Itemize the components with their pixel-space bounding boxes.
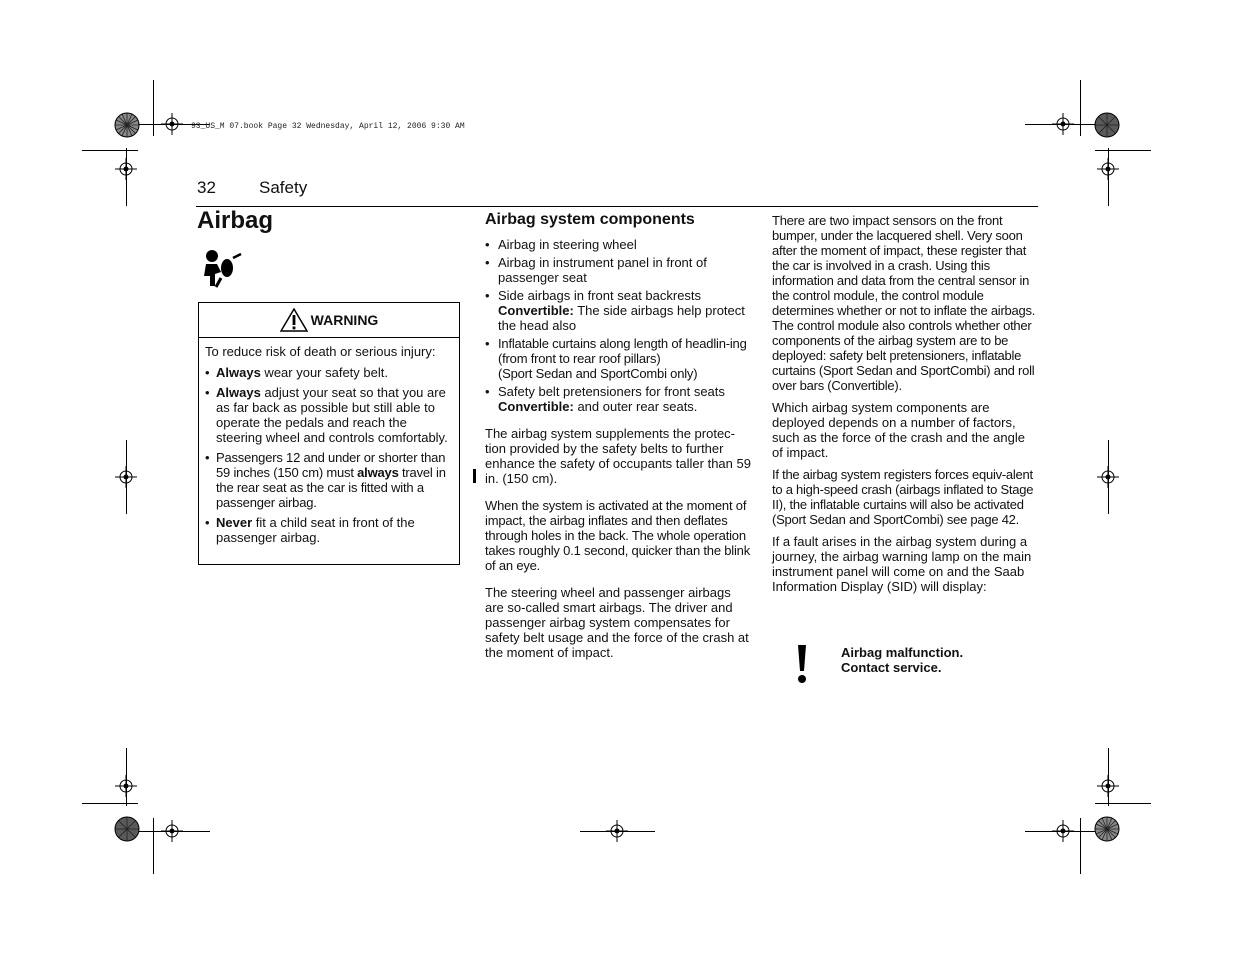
components-heading: Airbag system components: [485, 211, 695, 228]
airbag-person-icon: [201, 248, 245, 288]
list-item: • Never fit a child seat in front of the passenger airbag.: [205, 515, 453, 545]
color-rosette-icon: [1094, 112, 1120, 138]
paragraph: The airbag system supplements the protec-tion provided by the safety belts to further enhance the safety of occupants taller than 59 in. (150 cm).: [485, 426, 751, 486]
color-rosette-icon: [1094, 816, 1120, 842]
change-bar: [473, 469, 476, 483]
paragraph: There are two impact sensors on the front bumper, under the lacquered shell. Very soon after the moment of impact, these register that the car is involved in a crash. Using this information and data from the central sensor in the control module, the control module determines whether or not to inflate the airbags. The control module also controls whether other components of the airbag system are to be deployed: safety belt pretensioners, inflatable curtains (Sport Sedan and SportCombi) and roll over bars (Convertible).: [772, 213, 1036, 393]
paragraph: When the system is activated at the moment of impact, the airbag inflates and then deflates through holes in the back. The whole operation takes roughly 0.1 second, quicker than the blink of an eye.: [485, 498, 751, 573]
list-item: • Always wear your safety belt.: [205, 365, 453, 380]
color-rosette-icon: [114, 112, 140, 138]
paragraph: If the airbag system registers forces equiv-alent to a high-speed crash (airbags inflated to Stage II), the inflatable curtains will also be activated (Sport Sedan and SportCombi) see page 42.: [772, 467, 1034, 527]
warning-triangle-icon: [280, 308, 308, 332]
warning-header: [199, 303, 459, 338]
exclamation-icon: [795, 644, 809, 684]
print-info-line: 93_US_M 07.book Page 32 Wednesday, April 12, 2006 9:30 AM: [191, 122, 465, 131]
warning-intro: To reduce risk of death or serious injury:: [205, 344, 436, 359]
list-item: • Airbag in instrument panel in front of passenger seat: [485, 255, 751, 285]
sid-message-line: Contact service.: [841, 660, 942, 675]
paragraph: Which airbag system components are deployed depends on a number of factors, such as the force of the crash and the angle of impact.: [772, 400, 1025, 460]
sid-message-line: Airbag malfunction.: [841, 645, 964, 660]
color-rosette-icon: [114, 816, 140, 842]
page-title: Airbag: [197, 207, 274, 234]
list-item: • Always adjust your seat so that you are as far back as possible but still able to operate the pedals and reach the steering wheel and controls comfortably.: [205, 385, 453, 445]
list-item: • Inflatable curtains along length of headlin-ing (from front to rear roof pillars) (Sport Sedan and SportCombi only): [485, 336, 751, 381]
warning-box: [198, 302, 460, 565]
paragraph: The steering wheel and passenger airbags are so-called smart airbags. The driver and passenger airbag system compensates for safety belt usage and the force of the crash at the moment of impact.: [485, 585, 749, 660]
page-number: 32: [197, 178, 216, 197]
list-item: • Safety belt pretensioners for front seats Convertible: and outer rear seats.: [485, 384, 751, 414]
list-item: • Passengers 12 and under or shorter than 59 inches (150 cm) must always travel in the rear seat as the car is fitted with a passenger airbag.: [205, 450, 453, 510]
header-divider: [196, 206, 1038, 207]
paragraph: If a fault arises in the airbag system during a journey, the airbag warning lamp on the main instrument panel will come on and the Saab Information Display (SID) will display:: [772, 534, 1032, 594]
section-title: Safety: [259, 178, 308, 197]
list-item: • Airbag in steering wheel: [485, 237, 751, 252]
sid-message: [841, 645, 963, 675]
middle-column: [485, 212, 751, 668]
list-item: • Side airbags in front seat backrests Convertible: The side airbags help protect the head also: [485, 288, 751, 333]
right-column: [772, 213, 1038, 602]
warning-label: WARNING: [310, 312, 379, 328]
